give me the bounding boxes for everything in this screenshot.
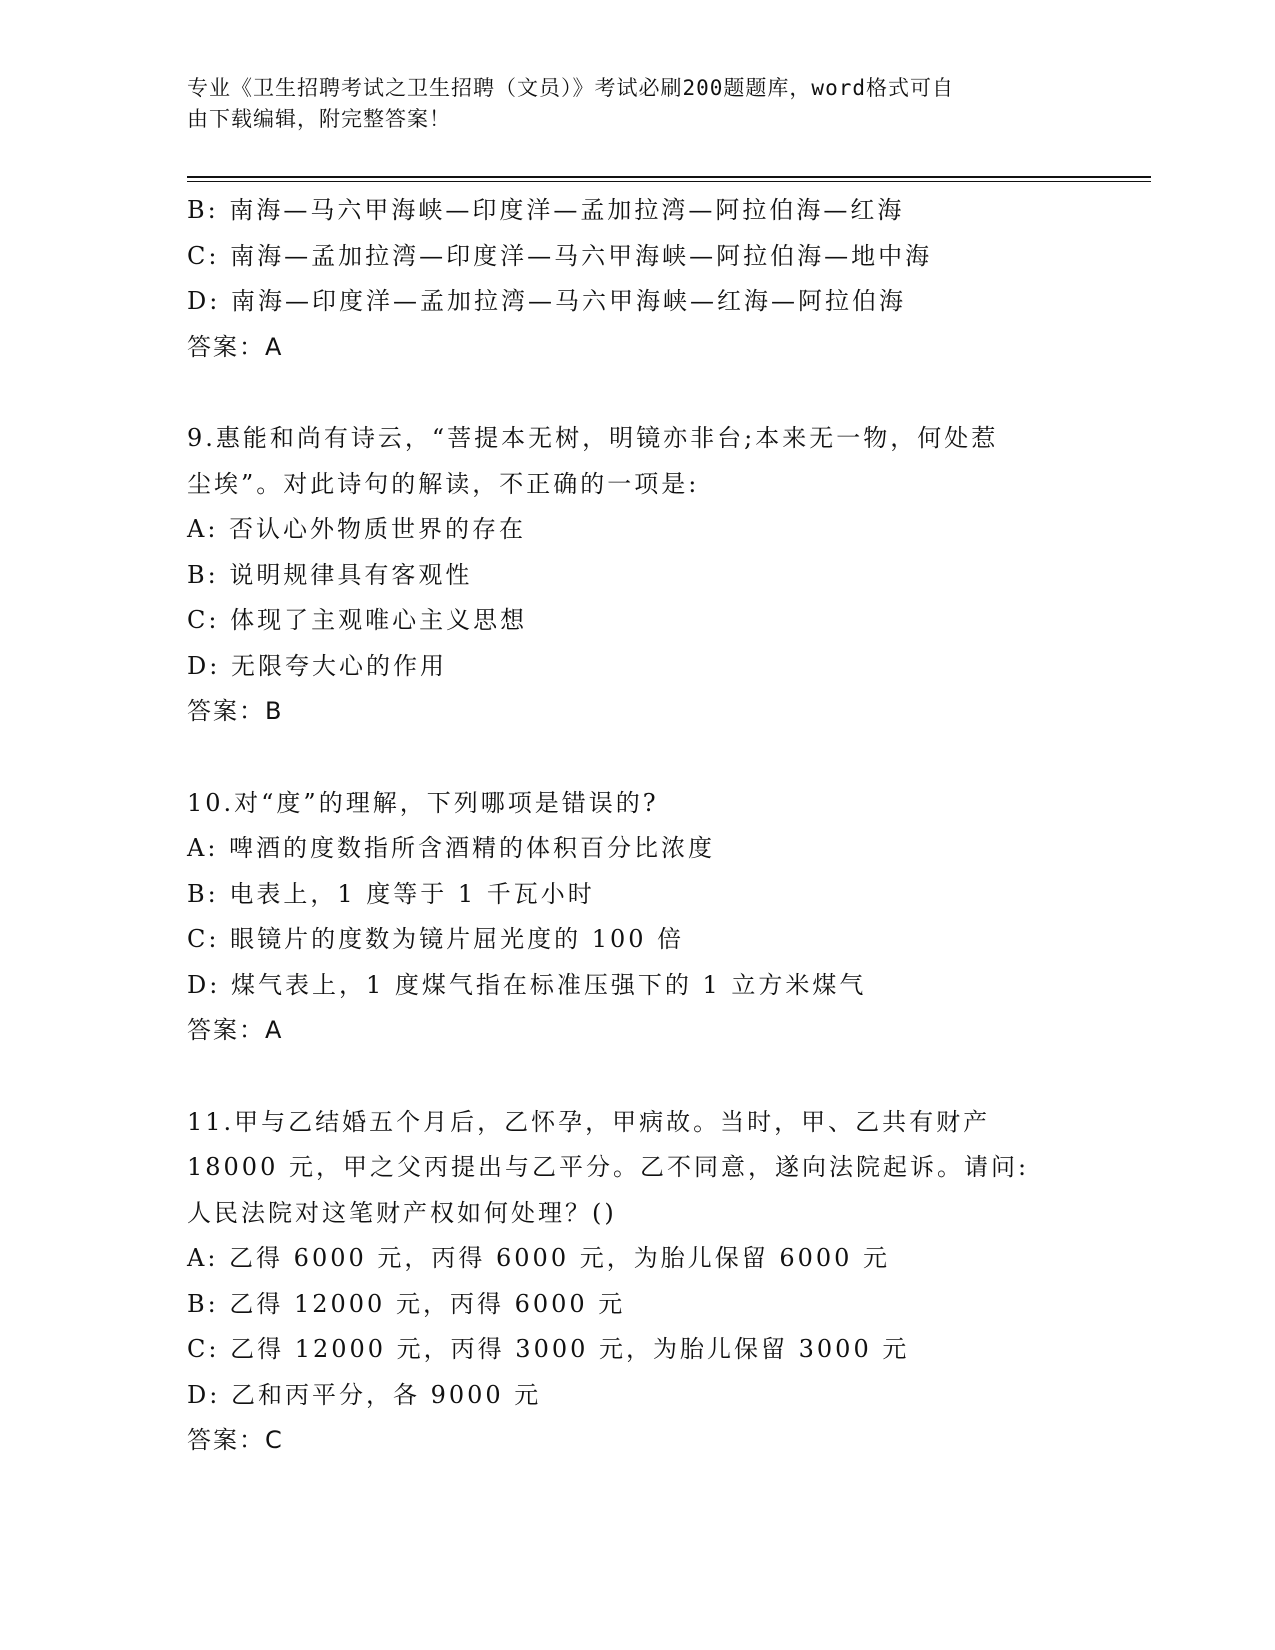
question-stem: 10.对“度”的理解，下列哪项是错误的? [187, 788, 659, 817]
option-d: D: 煤气表上，1 度煤气指在标准压强下的 1 立方米煤气 [187, 970, 867, 999]
header-line-2: 由下载编辑，附完整答案！ [187, 107, 451, 131]
option-c: C: 乙得 12000 元，丙得 3000 元，为胎儿保留 3000 元 [187, 1335, 910, 1363]
question-stem-continued: 18000 元，甲之父丙提出与乙平分。乙不同意，遂向法院起诉。请问: [187, 1153, 1030, 1181]
header-divider-thin [187, 181, 1151, 182]
question-list [187, 188, 1087, 1464]
option-b: B: 说明规律具有客观性 [187, 560, 473, 589]
answer-line: 答案：C [187, 1426, 284, 1454]
option-c: C: 眼镜片的度数为镜片屈光度的 100 倍 [187, 925, 685, 953]
question-stem-continued: 尘埃”。对此诗句的解读，不正确的一项是: [187, 469, 700, 498]
question-11 [187, 1100, 1087, 1464]
header-divider-thick [187, 176, 1151, 178]
question-stem: 11.甲与乙结婚五个月后，乙怀孕，甲病故。当时，甲、乙共有财产 [187, 1107, 991, 1136]
option-a: A: 啤酒的度数指所含酒精的体积百分比浓度 [187, 834, 716, 862]
answer-line: 答案：A [187, 332, 284, 361]
question-10 [187, 781, 1087, 1054]
option-b: B: 南海—马六甲海峡—印度洋—孟加拉湾—阿拉伯海—红海 [187, 196, 905, 224]
question-9 [187, 416, 1087, 735]
option-a: A: 否认心外物质世界的存在 [187, 515, 527, 543]
option-a: A: 乙得 6000 元，丙得 6000 元，为胎儿保留 6000 元 [187, 1244, 891, 1272]
option-d: D: 乙和丙平分，各 9000 元 [187, 1380, 542, 1409]
option-b: B: 电表上，1 度等于 1 千瓦小时 [187, 879, 595, 908]
option-c: C: 体现了主观唯心主义思想 [187, 606, 528, 634]
answer-line: 答案：B [187, 697, 284, 725]
header-line-1: 专业《卫生招聘考试之卫生招聘（文员）》考试必刷200题题库，word格式可自 [187, 76, 954, 100]
answer-line: 答案：A [187, 1016, 284, 1044]
option-d: D: 无限夸大心的作用 [187, 651, 447, 680]
question-stem: 9.惠能和尚有诗云，“菩提本无树，明镜亦非台;本来无一物，何处惹 [187, 424, 999, 452]
option-d: D: 南海—印度洋—孟加拉湾—马六甲海峡—红海—阿拉伯海 [187, 287, 906, 315]
question-stem-continued: 人民法院对这笔财产权如何处理？() [187, 1198, 617, 1227]
document-header [187, 73, 1087, 135]
option-c: C: 南海—孟加拉湾—印度洋—马六甲海峡—阿拉伯海—地中海 [187, 241, 933, 270]
question-8 [187, 188, 1087, 370]
option-b: B: 乙得 12000 元，丙得 6000 元 [187, 1289, 626, 1318]
